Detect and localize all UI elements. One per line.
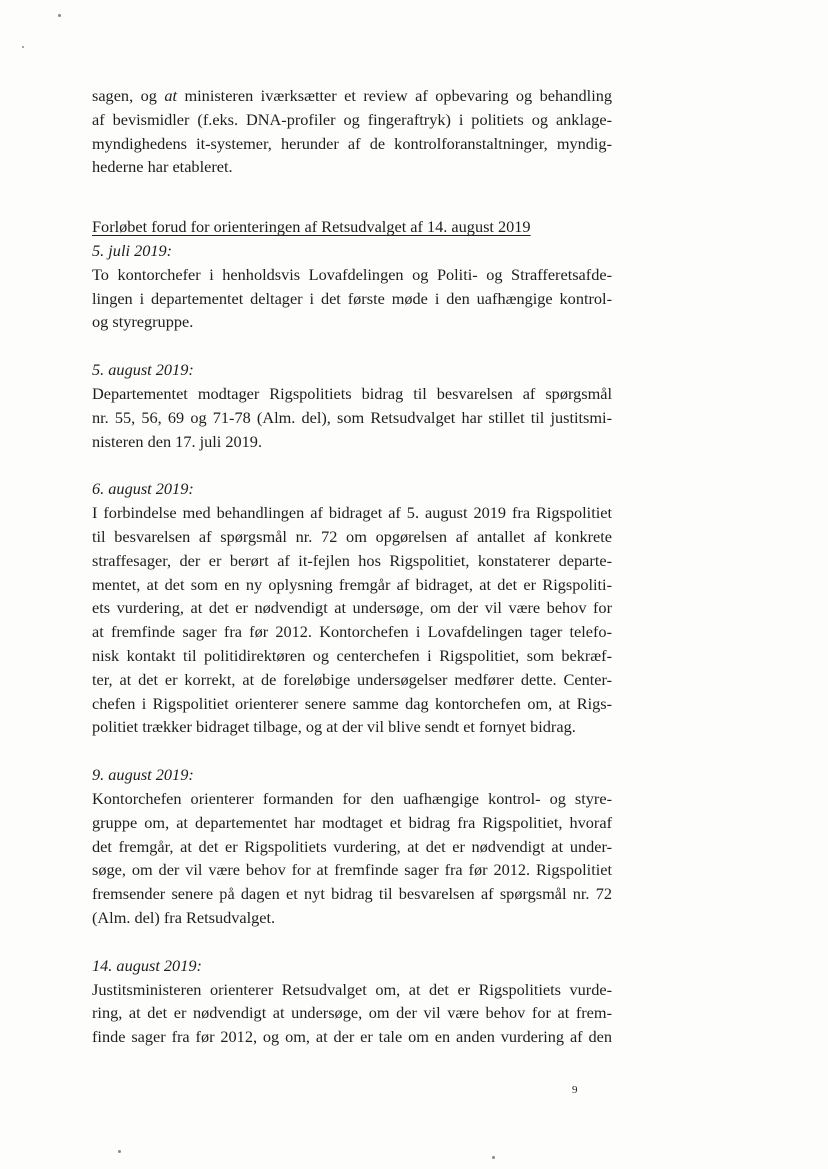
entry-date: 14. august 2019:	[92, 955, 202, 975]
entry-line: I forbindelse med behandlingen af bidraget af 5. august 2019 fra Rigspolitiet	[92, 503, 612, 523]
scan-speck	[118, 1150, 121, 1153]
intro-line: hederne har etableret.	[92, 157, 233, 177]
entry-date: 5. august 2019:	[92, 360, 194, 380]
scan-speck	[492, 1156, 495, 1159]
entry-date: 9. august 2019:	[92, 765, 194, 785]
entry-line: mentet, at det som en ny oplysning fremgår af bidraget, at det er Rigspoliti-	[92, 574, 612, 594]
entry-paragraph	[92, 263, 612, 334]
entry-line: det fremgår, at det er Rigspolitiets vurdering, at det er nødvendigt at under-	[92, 836, 612, 856]
intro-paragraph	[92, 84, 612, 179]
entry-line: at fremfinde sager fra før 2012. Kontorchefen i Lovafdelingen tager telefo-	[92, 622, 612, 642]
entry-line: nisk kontakt til politidirektøren og centerchefen i Rigspolitiet, som bekræf-	[92, 645, 612, 665]
entry-line: og styregruppe.	[92, 312, 194, 332]
intro-line: af bevismidler (f.eks. DNA-profiler og fingeraftryk) i politiets og anklage-	[92, 109, 612, 129]
entry-paragraph	[92, 501, 612, 739]
entry-line: (Alm. del) fra Retsudvalget.	[92, 907, 276, 927]
entry-line: søge, om der vil være behov for at fremfinde sager fra før 2012. Rigspolitiet	[92, 860, 612, 880]
entry-date: 6. august 2019:	[92, 479, 194, 499]
entry-line: straffesager, der er berørt af it-fejlen hos Rigspolitiet, konstaterer departe-	[92, 550, 612, 570]
scan-speck	[58, 14, 61, 17]
intro-line: sagen, og at ministeren iværksætter et review af opbevaring og behandling	[92, 86, 613, 105]
intro-line: myndighedens it-systemer, herunder af de kontrolforanstaltninger, myndig-	[92, 133, 612, 153]
body-column	[92, 84, 612, 1049]
scan-speck	[22, 46, 24, 48]
page-number: 9	[572, 1084, 578, 1096]
entry-line: Kontorchefen orienterer formanden for den uafhængige kontrol- og styre-	[92, 788, 612, 808]
entry-line: fremsender senere på dagen et nyt bidrag til besvarelsen af spørgsmål nr. 72	[92, 884, 612, 904]
entry-line: lingen i departementet deltager i det første møde i den uafhængige kontrol-	[92, 288, 612, 308]
entry-date: 5. juli 2019:	[92, 240, 173, 260]
entry-line: ring, at det er nødvendigt at undersøge, om der vil være behov for at frem-	[92, 1003, 612, 1023]
entry-line: til besvarelsen af spørgsmål nr. 72 om opgørelsen af antallet af konkrete	[92, 526, 612, 546]
entry-paragraph	[92, 978, 612, 1049]
section-heading: Forløbet forud for orienteringen af Retsudvalget af 14. august 2019	[92, 217, 531, 237]
entry-line: chefen i Rigspolitiet orienterer senere samme dag kontorchefen om, at Rigs-	[92, 693, 612, 713]
entry-line: gruppe om, at departementet har modtaget et bidrag fra Rigspolitiet, hvoraf	[92, 812, 612, 832]
entry-paragraph	[92, 787, 612, 930]
entry-line: nr. 55, 56, 69 og 71-78 (Alm. del), som Retsudvalget har stillet til justitsmi-	[92, 407, 612, 427]
entry-line: ets vurdering, at det er nødvendigt at undersøge, om der vil være behov for	[92, 598, 612, 618]
entry-paragraph	[92, 382, 612, 453]
entry-line: finde sager fra før 2012, og om, at der er tale om en anden vurdering af den	[92, 1027, 612, 1047]
entry-line: politiet trækker bidraget tilbage, og at der vil blive sendt et fornyet bidrag.	[92, 717, 576, 737]
entry-line: Justitsministeren orienterer Retsudvalget om, at det er Rigspolitiets vurde-	[92, 979, 612, 999]
entry-line: ter, at det er korrekt, at de foreløbige undersøgelser medfører dette. Center-	[92, 669, 612, 689]
entry-line: nisteren den 17. juli 2019.	[92, 431, 263, 451]
entry-line: Departementet modtager Rigspolitiets bidrag til besvarelsen af spørgsmål	[92, 383, 612, 403]
entry-line: To kontorchefer i henholdsvis Lovafdelingen og Politi- og Strafferetsafde-	[92, 264, 612, 284]
